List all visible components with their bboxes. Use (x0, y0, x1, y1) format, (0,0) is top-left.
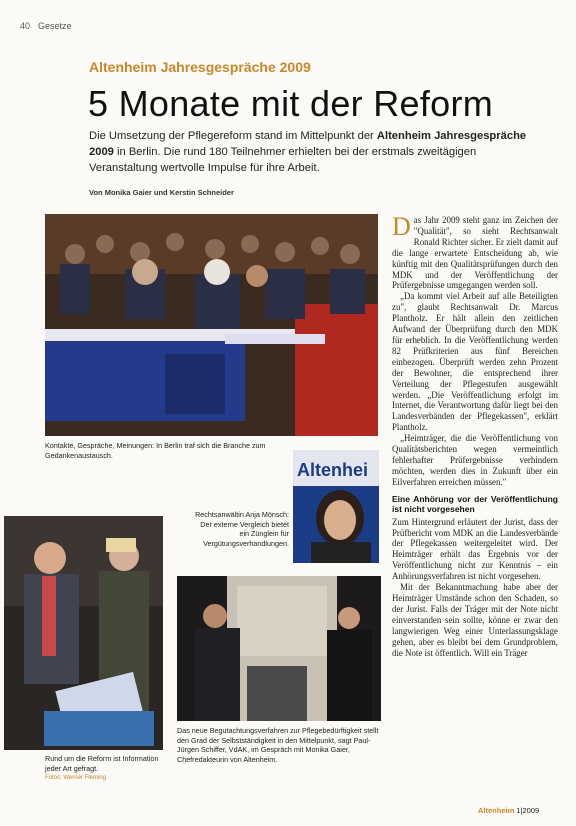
paragraph-1: as Jahr 2009 steht ganz im Zeichen der "Qualität", so sieht Rechtsanwalt Ronald Richter sicher. Er zielt damit auf die lange erwartete Entscheidung ab, wie künftig mit den Qualitätsprüfungen durch den MDK und der Veröffentlichung der Prüfergebnisse umgegangen werden soll. (392, 215, 558, 291)
drop-cap: D (392, 212, 411, 241)
talk-photo (177, 576, 381, 721)
article-subheading: Eine Anhörung vor der Veröffentlichung ist nicht vorgesehen (392, 493, 558, 515)
caption-exhibition (45, 754, 175, 784)
caption-talk (177, 726, 382, 764)
caption-talk-text: Das neue Begutachtungsverfahren zur Pflegebedürftigkeit stellt den Grad der Selbstständigkeit in den Mittelpunkt, sagt Paul-Jürgen Schiffer, VdAK, im Gespräch mit Monika Gaier, Chefredakteurin von Altenheim. (177, 726, 379, 764)
byline: Von Monika Gaier und Kerstin Schneider (89, 188, 234, 197)
paragraph-5: Mit der Bekanntmachung habe aber der Heimträger Umstände schon den Schaden, so der Jurist. Falls der Träger mit der Note nicht einverstanden sein sollte, könne er zwar den langwierigen Weg einer Unterlassungsklage gehen, aber es bleibt bei dem Grundproblem, die Note ist öffentlich. Will ein Träger (392, 582, 558, 658)
photo-sign-text: Altenhei (297, 460, 369, 480)
lead-text-1: Die Umsetzung der Pflegereform stand im Mittelpunkt der (89, 130, 377, 142)
caption-conference: Kontakte, Gespräche, Meinungen: In Berlin traf sich die Branche zum Gedankenaustausch. (45, 441, 266, 460)
footer-issue: 1|2009 (516, 806, 540, 815)
article-body (392, 212, 558, 658)
lawyer-photo (293, 450, 379, 563)
conference-photo (45, 214, 378, 436)
page-number: 40 (20, 21, 31, 31)
photo-credit: Fotos: Werner Fleming (45, 775, 106, 781)
footer-magazine: Altenheim (478, 806, 515, 815)
section-name: Gesetze (38, 21, 72, 31)
page-footer (478, 806, 539, 815)
article-kicker: Altenheim Jahresgespräche 2009 (89, 59, 311, 75)
lead-bold: Altenheim Jahresgespräche 2009 (89, 130, 527, 158)
page-header (20, 21, 72, 31)
paragraph-4: Zum Hintergrund erläutert der Jurist, dass der Prüfbericht vom MDK an die Landesverbände der Pflegekassen weitergeleitet wird. Der Heimträger erhält das Ergebnis vor der Veröffentlichung nicht zur Kenntnis – ein Anhörungsverfahren ist nicht vorgesehen. (392, 516, 558, 582)
article-title: 5 Monate mit der Reform (88, 83, 494, 124)
caption-lawyer-text: Rechtsanwältin Anja Mönsch: Der externe Vergleich bietet ein Zünglein für Vergütungsverhandlungen. (195, 510, 289, 548)
exhibition-photo (4, 516, 163, 750)
lead-text-2: in Berlin. Die rund 180 Teilnehmer erhielten bei der erstmals zweitägigen Veranstaltung wertvolle Impulse für ihre Arbeit. (89, 146, 477, 174)
article-lead (89, 128, 529, 176)
caption-exhibition-text: Rund um die Reform ist Information jeder Art gefragt. (45, 754, 159, 773)
paragraph-2: „Da kommt viel Arbeit auf alle Beteiligten zu", glaubt Rechtsanwalt Dr. Marcus Plantholz. Er hält allein den zeitlichen Aufwand der Überprüfung durch den MDK für erheblich. In die Veröffentlichung werden 82 Prüfkriterien aus fünf Bereichen einbezogen. Überprüft werden zehn Prozent der Bewohner, die entsprechend ihrer Verteilung der Pflegestufen ausgewählt werden. „Die Veröffentlichung erfolgt im Internet, die Verantwortung dafür liegt bei den Landesverbänden der Pflegekassen", erklärt Plantholz. (392, 291, 558, 433)
caption-lawyer (191, 510, 289, 548)
paragraph-3: „Heimträger, die die Veröffentlichung von Qualitätsberichten wegen vermeintlich fehlerhafter Prüfergebnisse verhindern möchten, werden dies in Zukunft über ein Eilverfahren erreichen müssen." (392, 433, 558, 487)
article-paragraph (392, 212, 558, 291)
